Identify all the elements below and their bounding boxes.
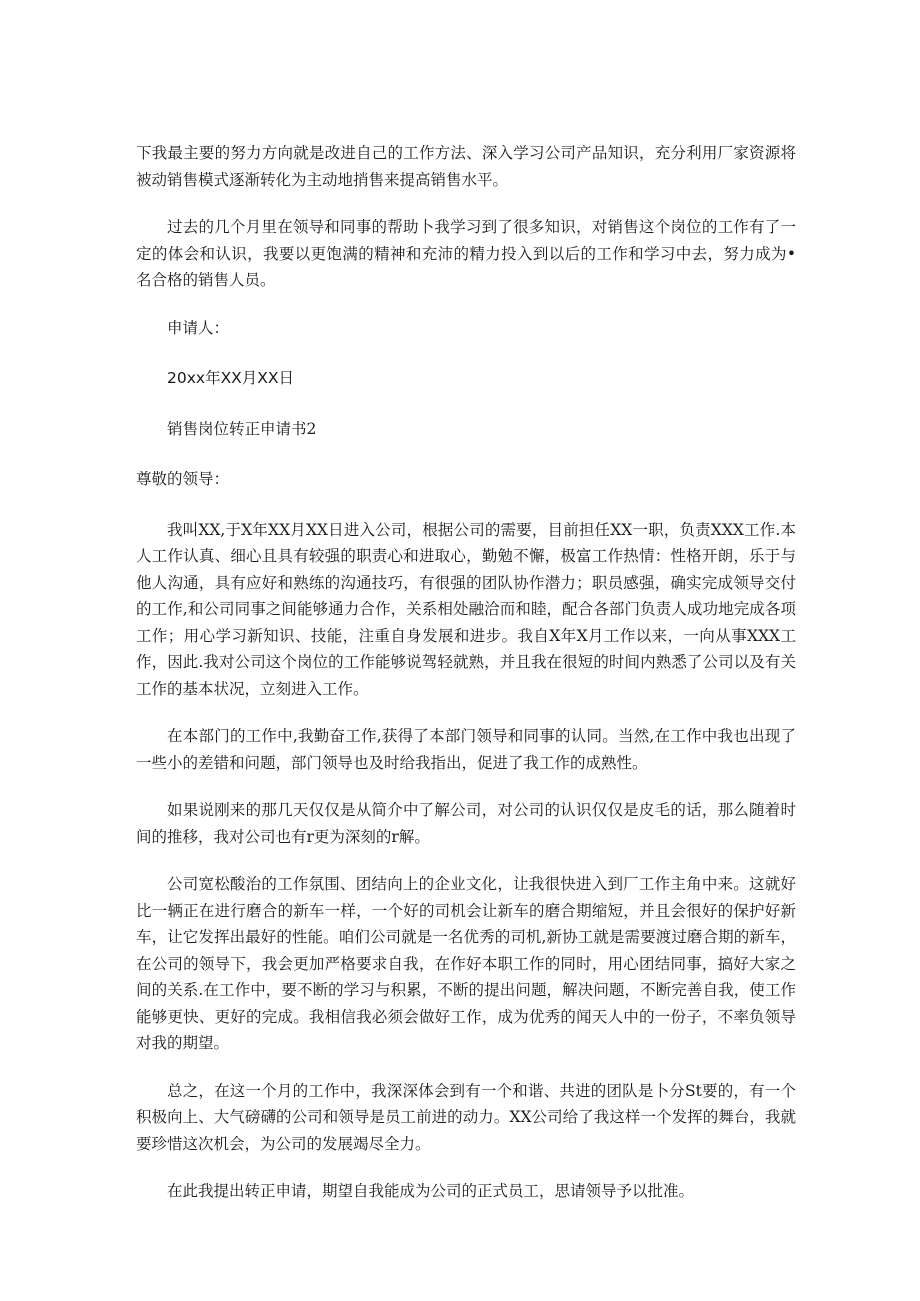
paragraph-understanding: 如果说刚来的那几天仅仅是从简介中了解公司，对公司的认识仅仅是皮毛的话，那么随着时间的推移，我对公司也有r更为深刻的r解。 [136,801,796,846]
document-page [136,140,796,1226]
applicant-label: 申请人： [167,318,230,337]
paragraph-department: 在本部门的工作中,我勤奋工作,获得了本部门领导和同事的认同。当然,在工作中我也出现了一些小的差错和问题，部门领导也及时给我指出，促进了我工作的成熟性。 [136,727,796,772]
paragraph-summary: 总之，在这一个月的工作中，我深深体会到有一个和谐、共进的团队是卜分St要的，有一个积极向上、大气磅礴的公司和领导是员工前进的动力。XX公司给了我这样一个发挥的舞台，我就要珍惜这次机会，为公司的发展竭尽全力。 [136,1081,796,1153]
salutation: 尊敬的领导： [136,470,230,488]
paragraph-learning: 过去的几个月里在领导和同事的帮助卜我学习到了很多知识，对销售这个岗位的工作有了一定的体会和认识，我要以更饱满的精神和充沛的精力投入到以后的工作和学习中去，努力成为•名合格的销售人员。 [136,218,796,289]
second-title: 销售岗位转正申请书2 [167,419,317,438]
paragraph-introduction: 我叫XX,于X年XX月XX日进入公司，根据公司的需要，目前担任XX一职，负责XXX工作.本人工作认真、细心且具有较强的职责心和进取心，勤勉不懈，极富工作热情：性格开朗，乐于与他人沟通，具有应好和熟练的沟通技巧，有很强的团队协作潜力；职员感强，确实完成领导交付的工作,和公司同事之间能够通力合作，关系相处融洽而和睦，配合各部门负责人成功地完成各项工作；用心学习新知识、技能，注重自身发展和进步。我自X年X月工作以来，一向从事XXX工作，因此.我对公司这个岗位的工作能够说驾轻就熟，并且我在很短的时间内熟悉了公司以及有关工作的基本状况，立刻进入工作。 [136,520,796,698]
paragraph-continuation: 下我最主要的努力方向就是改进自己的工作方法、深入学习公司产品知识，充分利用厂家资源将被动销售模式逐渐转化为主动地捎售来提高销售水平。 [136,144,796,189]
paragraph-culture: 公司宽松酸治的工作氛围、团结向上的企业文化，让我很快进入到厂工作主角中来。这就好比一辆正在进行磨合的新车一样，一个好的司机会让新车的磨合期缩短，并且会很好的保护好新车，让它发挥出最好的性能。咱们公司就是一名优秀的司机,新协工就是需要渡过磨合期的新车，在公司的领导下，我会更加严格要求自我，在作好本职工作的同时，用心团结同事，搞好大家之间的关系.在工作中，要不断的学习与积累，不断的提出问题，解决问题，不断完善自我，使工作能够更快、更好的完成。我相信我必须会做好工作，成为优秀的闻天人中的一份子，不率负领导对我的期望。 [136,875,796,1052]
date-line: 20xx年XX月XX日 [167,369,295,387]
paragraph-request: 在此我提出转正申请，期望自我能成为公司的正式员工，思请领导予以批准。 [167,1182,695,1200]
